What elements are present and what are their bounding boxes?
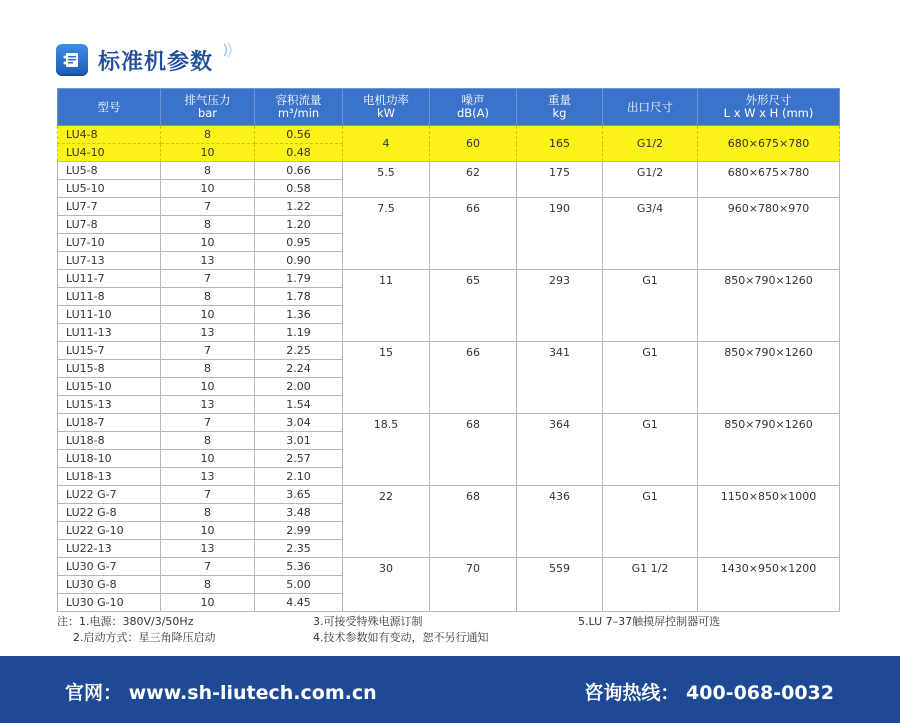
flow-cell: 2.25 — [255, 342, 343, 360]
model-cell: LU7-10 — [58, 234, 161, 252]
column-header-unit: bar — [197, 106, 218, 120]
power-cell: 22 — [343, 486, 430, 558]
model-cell: LU15-10 — [58, 378, 161, 396]
outlet-cell: G1/2 — [603, 162, 698, 198]
page-title: 标准机参数 — [98, 49, 214, 75]
flow-cell: 1.20 — [255, 216, 343, 234]
weight-cell: 165 — [517, 126, 603, 162]
note-1: 注：1.电源：380V/3/50Hz — [57, 615, 194, 628]
column-header-unit: m³/min — [277, 106, 320, 120]
weight-cell: 341 — [517, 342, 603, 414]
column-header-unit: kW — [376, 106, 396, 120]
outlet-cell: G1 — [603, 270, 698, 342]
power-cell: 5.5 — [343, 162, 430, 198]
pressure-cell: 7 — [161, 558, 255, 576]
hotline-number: 咨询热线： 400-068-0032 — [584, 682, 834, 704]
noise-cell: 65 — [430, 270, 517, 342]
outlet-cell: G1 — [603, 342, 698, 414]
flow-cell: 2.57 — [255, 450, 343, 468]
column-header-label: 容积流量 — [275, 93, 322, 107]
pressure-cell: 10 — [161, 180, 255, 198]
model-cell: LU18-10 — [58, 450, 161, 468]
table-row — [58, 270, 840, 288]
website-link[interactable]: 官网： www.sh-liutech.com.cn — [65, 682, 377, 704]
pressure-cell: 8 — [161, 432, 255, 450]
pressure-cell: 10 — [161, 144, 255, 162]
noise-cell: 68 — [430, 486, 517, 558]
booklet-icon — [56, 44, 88, 76]
pressure-cell: 13 — [161, 252, 255, 270]
flow-cell: 1.78 — [255, 288, 343, 306]
flow-cell: 1.22 — [255, 198, 343, 216]
dims-cell: 850×790×1260 — [698, 342, 840, 414]
column-header-label: 重量 — [548, 93, 571, 107]
column-header-unit: kg — [552, 106, 567, 120]
power-cell: 30 — [343, 558, 430, 612]
pressure-cell: 10 — [161, 378, 255, 396]
flow-cell: 3.04 — [255, 414, 343, 432]
column-header-label: 噪声 — [461, 93, 485, 107]
table-row — [58, 558, 840, 576]
column-header-label: 电机功率 — [363, 93, 409, 107]
model-cell: LU11-8 — [58, 288, 161, 306]
flow-cell: 3.01 — [255, 432, 343, 450]
noise-cell: 62 — [430, 162, 517, 198]
pressure-cell: 10 — [161, 234, 255, 252]
pressure-cell: 13 — [161, 396, 255, 414]
column-header-unit: dB(A) — [456, 106, 490, 120]
outlet-cell: G1 1/2 — [603, 558, 698, 612]
table-row — [58, 486, 840, 504]
model-cell: LU30 G-7 — [58, 558, 161, 576]
flow-cell: 2.10 — [255, 468, 343, 486]
table-row — [58, 198, 840, 216]
flow-cell: 0.58 — [255, 180, 343, 198]
table-row — [58, 342, 840, 360]
noise-cell: 68 — [430, 414, 517, 486]
pressure-cell: 8 — [161, 288, 255, 306]
notes-middle — [313, 614, 489, 646]
table-row — [58, 162, 840, 180]
noise-cell: 66 — [430, 342, 517, 414]
model-cell: LU11-13 — [58, 324, 161, 342]
flow-cell: 3.65 — [255, 486, 343, 504]
footer-bar — [0, 656, 900, 723]
model-cell: LU22 G-7 — [58, 486, 161, 504]
column-header-label: 排气压力 — [184, 93, 231, 107]
dims-cell: 850×790×1260 — [698, 414, 840, 486]
flow-cell: 1.54 — [255, 396, 343, 414]
pressure-cell: 8 — [161, 576, 255, 594]
flow-cell: 1.79 — [255, 270, 343, 288]
pressure-cell: 8 — [161, 360, 255, 378]
noise-cell: 70 — [430, 558, 517, 612]
flow-cell: 3.48 — [255, 504, 343, 522]
power-cell: 18.5 — [343, 414, 430, 486]
spec-table — [57, 88, 840, 612]
weight-cell: 190 — [517, 198, 603, 270]
flow-cell: 0.56 — [255, 126, 343, 144]
pressure-cell: 7 — [161, 342, 255, 360]
pressure-cell: 10 — [161, 306, 255, 324]
model-cell: LU11-7 — [58, 270, 161, 288]
column-header — [698, 89, 840, 126]
flow-cell: 0.95 — [255, 234, 343, 252]
pressure-cell: 8 — [161, 162, 255, 180]
model-cell: LU15-8 — [58, 360, 161, 378]
dims-cell: 680×675×780 — [698, 126, 840, 162]
model-cell: LU18-7 — [58, 414, 161, 432]
column-header-unit: L x W x H (mm) — [723, 106, 814, 120]
pressure-cell: 13 — [161, 540, 255, 558]
flow-cell: 2.24 — [255, 360, 343, 378]
pressure-cell: 13 — [161, 468, 255, 486]
flow-cell: 1.19 — [255, 324, 343, 342]
column-header — [430, 89, 517, 126]
column-header — [603, 89, 698, 126]
outlet-cell: G1 — [603, 486, 698, 558]
notes-left — [57, 614, 216, 646]
model-cell: LU7-8 — [58, 216, 161, 234]
dims-cell: 1150×850×1000 — [698, 486, 840, 558]
column-header — [517, 89, 603, 126]
flow-cell: 1.36 — [255, 306, 343, 324]
flow-cell: 4.45 — [255, 594, 343, 612]
model-cell: LU4-10 — [58, 144, 161, 162]
pressure-cell: 7 — [161, 270, 255, 288]
column-header — [255, 89, 343, 126]
model-cell: LU11-10 — [58, 306, 161, 324]
outlet-cell: G1/2 — [603, 126, 698, 162]
model-cell: LU15-13 — [58, 396, 161, 414]
weight-cell: 175 — [517, 162, 603, 198]
flow-cell: 5.36 — [255, 558, 343, 576]
dims-cell: 680×675×780 — [698, 162, 840, 198]
note-4: 4.技术参数如有变动，恕不另行通知 — [313, 631, 489, 644]
column-header-label: 外形尺寸 — [745, 93, 792, 107]
flow-cell: 2.35 — [255, 540, 343, 558]
model-cell: LU22 G-8 — [58, 504, 161, 522]
model-cell: LU5-10 — [58, 180, 161, 198]
note-3: 3.可接受特殊电源订制 — [313, 615, 423, 628]
pressure-cell: 7 — [161, 198, 255, 216]
model-cell: LU30 G-8 — [58, 576, 161, 594]
model-cell: LU15-7 — [58, 342, 161, 360]
pressure-cell: 7 — [161, 414, 255, 432]
notes-right — [578, 614, 720, 630]
model-cell: LU5-8 — [58, 162, 161, 180]
dims-cell: 850×790×1260 — [698, 270, 840, 342]
column-header-label: 型号 — [97, 99, 121, 114]
power-cell: 7.5 — [343, 198, 430, 270]
note-2: 2.启动方式：星三角降压启动 — [73, 631, 216, 644]
pressure-cell: 8 — [161, 126, 255, 144]
pressure-cell: 10 — [161, 450, 255, 468]
weight-cell: 364 — [517, 414, 603, 486]
noise-cell: 66 — [430, 198, 517, 270]
model-cell: LU22 G-10 — [58, 522, 161, 540]
model-cell: LU22-13 — [58, 540, 161, 558]
table-row — [58, 414, 840, 432]
model-cell: LU18-13 — [58, 468, 161, 486]
column-header — [343, 89, 430, 126]
power-cell: 15 — [343, 342, 430, 414]
model-cell: LU7-13 — [58, 252, 161, 270]
dims-cell: 1430×950×1200 — [698, 558, 840, 612]
power-cell: 11 — [343, 270, 430, 342]
outlet-cell: G1 — [603, 414, 698, 486]
weight-cell: 559 — [517, 558, 603, 612]
table-header-row — [58, 89, 840, 126]
column-header — [161, 89, 255, 126]
power-cell: 4 — [343, 126, 430, 162]
flow-cell: 2.99 — [255, 522, 343, 540]
note-5: 5.LU 7–37触摸屏控制器可选 — [578, 615, 721, 628]
dims-cell: 960×780×970 — [698, 198, 840, 270]
column-header-label: 出口尺寸 — [627, 99, 673, 114]
weight-cell: 293 — [517, 270, 603, 342]
outlet-cell: G3/4 — [603, 198, 698, 270]
model-cell: LU7-7 — [58, 198, 161, 216]
column-header — [58, 89, 161, 126]
pressure-cell: 10 — [161, 594, 255, 612]
table-row — [58, 126, 840, 144]
flow-cell: 0.90 — [255, 252, 343, 270]
flow-cell: 0.48 — [255, 144, 343, 162]
model-cell: LU4-8 — [58, 126, 161, 144]
model-cell: LU18-8 — [58, 432, 161, 450]
pressure-cell: 13 — [161, 324, 255, 342]
flow-cell: 5.00 — [255, 576, 343, 594]
pressure-cell: 8 — [161, 216, 255, 234]
pressure-cell: 8 — [161, 504, 255, 522]
model-cell: LU30 G-10 — [58, 594, 161, 612]
weight-cell: 436 — [517, 486, 603, 558]
signal-wave-icon — [222, 42, 236, 58]
flow-cell: 0.66 — [255, 162, 343, 180]
noise-cell: 60 — [430, 126, 517, 162]
pressure-cell: 7 — [161, 486, 255, 504]
pressure-cell: 10 — [161, 522, 255, 540]
flow-cell: 2.00 — [255, 378, 343, 396]
section-header — [56, 40, 213, 80]
